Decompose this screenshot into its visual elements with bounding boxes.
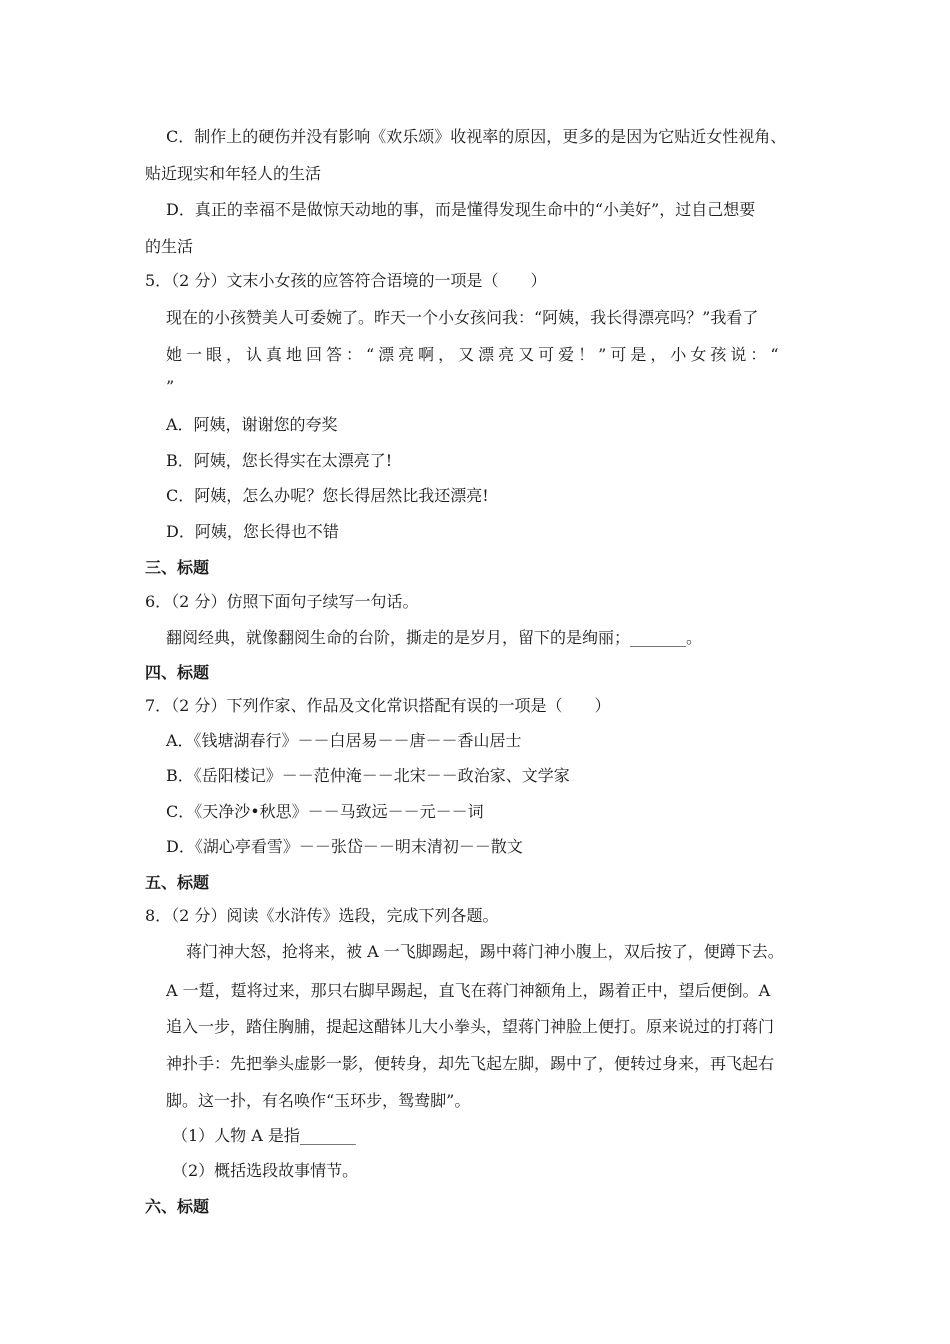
q5-option-d: D．阿姨，您长得也不错 [166, 522, 339, 541]
q7-option-d: D．《湖心亭看雪》－－张岱－－明末清初－－散文 [166, 837, 523, 856]
q7-option-c: C．《天净沙•秋思》－－马致远－－元－－词 [166, 802, 484, 821]
q8-passage-line2: A 一踅，踅将过来，那只右脚早踢起，直飞在蒋门神额角上，踢着正中，望后便倒。A [166, 981, 771, 1000]
q7-stem: 7．（2 分）下列作家、作品及文化常识搭配有误的一项是（ ） [145, 696, 611, 715]
section-heading-3: 三、标题 [145, 558, 210, 577]
section-heading-5: 五、标题 [145, 873, 210, 892]
q8-passage-line3: 追入一步，踏住胸脯，提起这醋钵儿大小拳头，望蒋门神脸上便打。原来说过的打蒋门 [166, 1017, 775, 1036]
q7-option-a: A．《钱塘湖春行》－－白居易－－唐－－香山居士 [166, 731, 522, 750]
q5-passage-line2: 她一眼，认真地回答：“漂亮啊，又漂亮又可爱！”可是，小女孩说：“ [166, 345, 783, 364]
q5-option-a: A．阿姨，谢谢您的夸奖 [166, 415, 338, 434]
q8-stem: 8．（2 分）阅读《水浒传》选段，完成下列各题。 [145, 906, 499, 925]
q8-sub-question-1: （1）人物 A 是指_______ [172, 1126, 356, 1145]
section-heading-4: 四、标题 [145, 663, 210, 682]
q5-passage-line3: ” [166, 377, 175, 396]
q6-stem: 6．（2 分）仿照下面句子续写一句话。 [145, 592, 419, 611]
q5-passage-line1: 现在的小孩赞美人可委婉了。昨天一个小女孩问我：“阿姨，我长得漂亮吗？”我看了 [166, 308, 759, 327]
q8-passage-line5: 脚。这一扑，有名唤作“玉环步，鸳鸯脚”。 [166, 1091, 471, 1110]
q5-option-c: C．阿姨，怎么办呢？您长得居然比我还漂亮! [166, 486, 489, 505]
q5-stem: 5．（2 分）文末小女孩的应答符合语境的一项是（ ） [145, 271, 547, 290]
section-heading-6: 六、标题 [145, 1197, 210, 1216]
q4-option-d-line2: 的生活 [145, 237, 194, 256]
q8-sub-question-2: （2）概括选段故事情节。 [172, 1161, 359, 1180]
q5-option-b: B．阿姨，您长得实在太漂亮了! [166, 451, 393, 470]
q8-passage-line1: 蒋门神大怒，抢将来，被 A 一飞脚踢起，踢中蒋门神小腹上，双后按了，便蹲下去。 [186, 942, 784, 961]
q6-sentence: 翻阅经典，就像翻阅生命的台阶，撕走的是岁月，留下的是绚丽；_______。 [166, 628, 703, 647]
q4-option-c-line1: C．制作上的硬伤并没有影响《欢乐颂》收视率的原因，更多的是因为它贴近女性视角、 [166, 127, 787, 146]
q4-option-c-line2: 贴近现实和年轻人的生活 [145, 164, 322, 183]
q7-option-b: B．《岳阳楼记》－－范仲淹－－北宋－－政治家、文学家 [166, 766, 570, 785]
q4-option-d-line1: D．真正的幸福不是做惊天动地的事，而是懂得发现生命中的“小美好”，过自己想要 [166, 200, 756, 219]
q8-passage-line4: 神扑手：先把拳头虚影一影，便转身，却先飞起左脚，踢中了，便转过身来，再飞起右 [166, 1054, 775, 1073]
